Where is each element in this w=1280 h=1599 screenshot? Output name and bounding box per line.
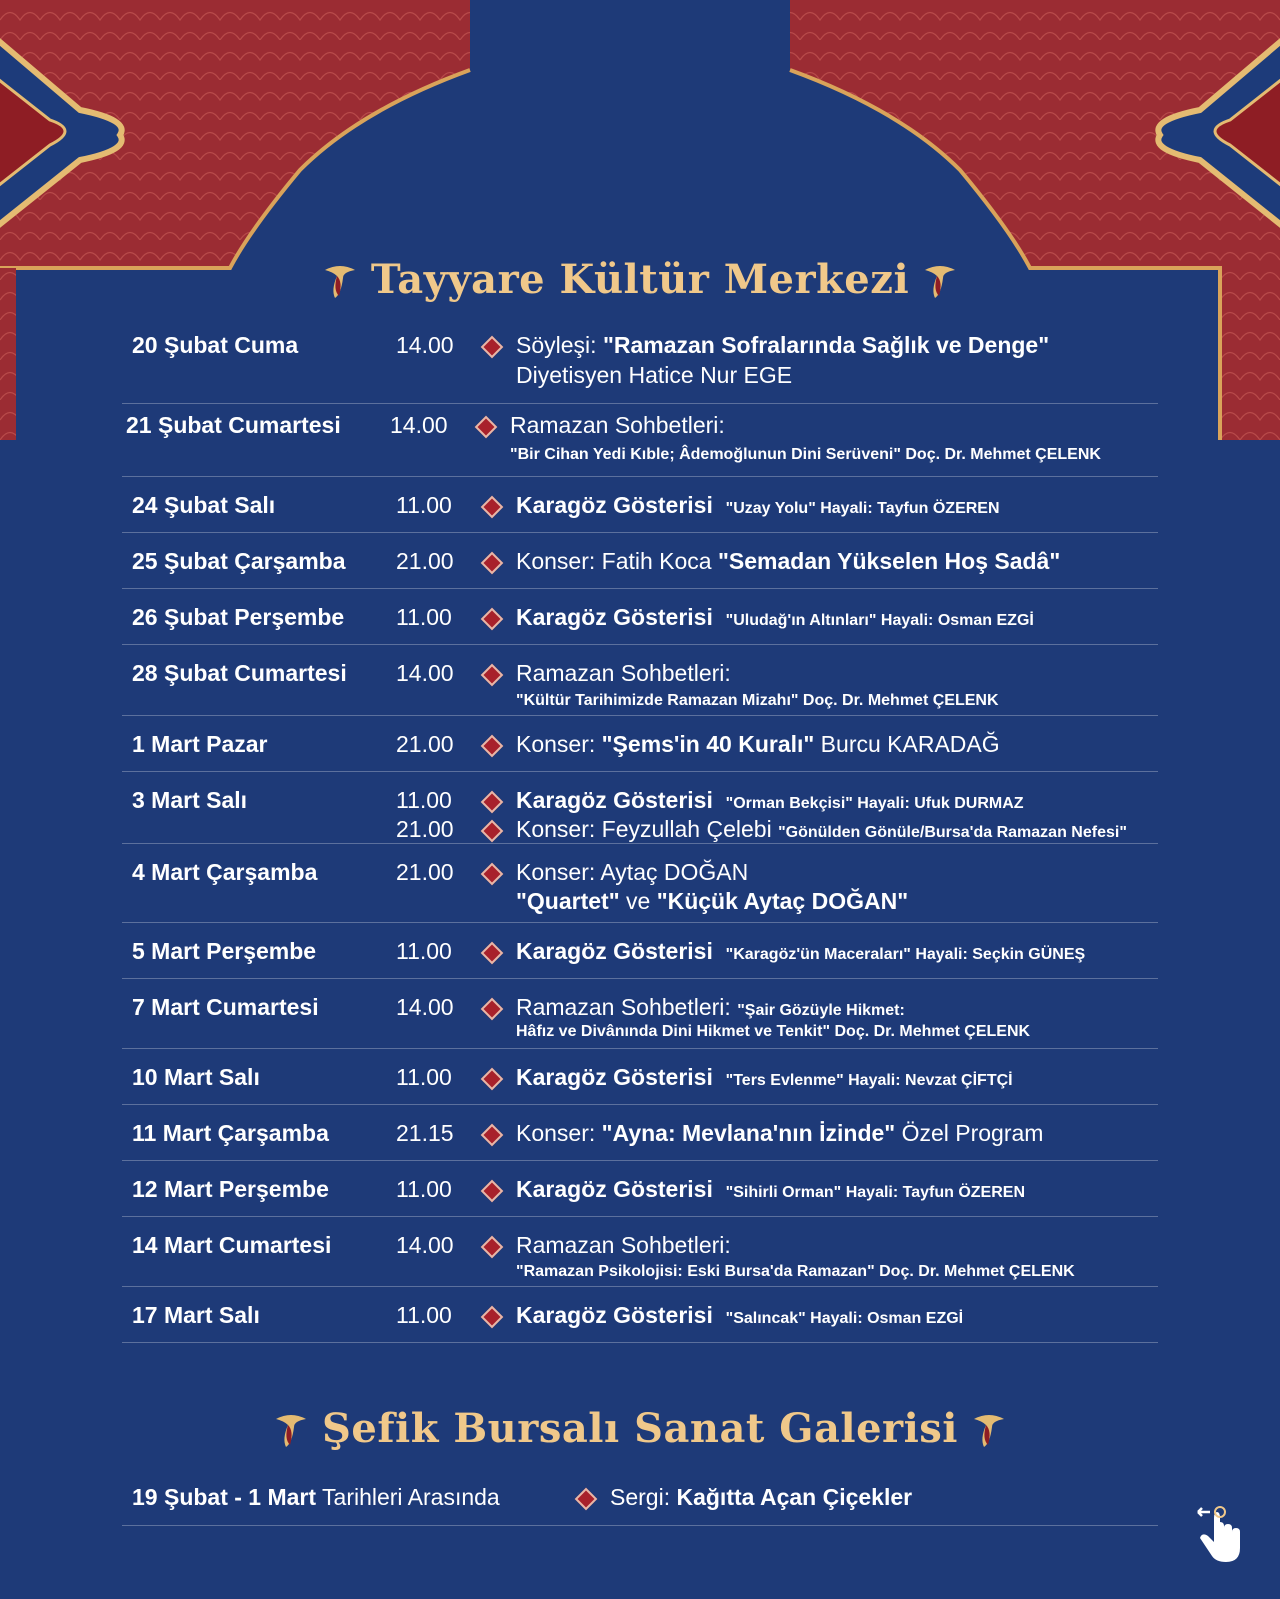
diamond-bullet-icon (481, 608, 504, 631)
section-title-text: Şefik Bursalı Sanat Galerisi (321, 1405, 958, 1452)
event-time: 14.00 (396, 1232, 454, 1258)
diamond-bullet-icon (481, 998, 504, 1021)
event-time: 11.00 (396, 1176, 452, 1202)
diamond-bullet-icon (481, 1068, 504, 1091)
event-row (122, 772, 1158, 844)
event-desc: Ramazan Sohbetleri: (516, 660, 731, 686)
event-desc: Ramazan Sohbetleri: (510, 412, 725, 438)
event-row (122, 1287, 1158, 1343)
diamond-bullet-icon (481, 820, 504, 843)
event-desc-line2: Konser: Feyzullah Çelebi "Gönülden Gönüle/Bursa'da Ramazan Nefesi" (516, 816, 1127, 842)
event-row (122, 1105, 1158, 1161)
event-date: 12 Mart Perşembe (132, 1176, 329, 1202)
event-desc-line2: "Kültür Tarihimizde Ramazan Mizahı" Doç. Dr. Mehmet ÇELENK (516, 692, 999, 709)
event-desc: Karagöz Gösterisi "Salıncak" Hayali: Osman EZGİ (516, 1302, 964, 1328)
event-desc: Karagöz Gösterisi "Ters Evlenme" Hayali: Nevzat ÇİFTÇİ (516, 1064, 1013, 1090)
event-date: 14 Mart Cumartesi (132, 1232, 332, 1258)
event-desc: Ramazan Sohbetleri: (516, 1232, 731, 1258)
leaf-ornament-icon (323, 260, 357, 300)
event-time: 14.00 (396, 660, 454, 686)
event-date: 28 Şubat Cumartesi (132, 660, 347, 686)
event-row (122, 1161, 1158, 1217)
event-desc: Söyleşi: "Ramazan Sofralarında Sağlık ve Denge" (516, 332, 1050, 358)
diamond-bullet-icon (481, 942, 504, 965)
event-desc: Ramazan Sohbetleri: "Şair Gözüyle Hikmet: (516, 994, 905, 1020)
section-title-text: Tayyare Kültür Merkezi (370, 256, 910, 303)
event-time: 11.00 (396, 604, 452, 630)
diamond-bullet-icon (575, 1488, 598, 1511)
event-time: 11.00 (396, 787, 452, 813)
leaf-ornament-icon (972, 1409, 1006, 1449)
event-desc: Konser: Fatih Koca "Semadan Yükselen Hoş Sadâ" (516, 548, 1061, 574)
event-time: 11.00 (396, 1064, 452, 1090)
event-time: 14.00 (396, 332, 454, 358)
event-desc: Karagöz Gösterisi "Uludağ'ın Altınları" Hayali: Osman EZGİ (516, 604, 1034, 630)
event-row (122, 326, 1158, 404)
event-desc-line2: "Quartet" ve "Küçük Aytaç DOĞAN" (516, 888, 909, 914)
event-row (122, 844, 1158, 923)
diamond-bullet-icon (481, 496, 504, 519)
event-time: 14.00 (390, 412, 448, 438)
event-date: 26 Şubat Perşembe (132, 604, 345, 630)
event-desc: Konser: "Şems'in 40 Kuralı" Burcu KARADAĞ (516, 731, 1000, 757)
event-desc-line2: Diyetisyen Hatice Nur EGE (516, 362, 793, 388)
diamond-bullet-icon (481, 552, 504, 575)
event-date: 24 Şubat Salı (132, 492, 276, 518)
event-row (122, 1049, 1158, 1105)
event-row (122, 1217, 1158, 1287)
event-desc-line2: Hâfız ve Divânında Dini Hikmet ve Tenkit" Doç. Dr. Mehmet ÇELENK (516, 1023, 1031, 1040)
diamond-bullet-icon (481, 664, 504, 687)
section-title-sefik (0, 1405, 1280, 1452)
event-time: 21.00 (396, 731, 454, 757)
event-row (122, 533, 1158, 589)
diamond-bullet-icon (481, 735, 504, 758)
event-time: 11.00 (396, 938, 452, 964)
event-date: 10 Mart Salı (132, 1064, 260, 1090)
diamond-bullet-icon (481, 863, 504, 886)
event-date: 1 Mart Pazar (132, 731, 268, 757)
event-row (122, 645, 1158, 716)
event-date: 25 Şubat Çarşamba (132, 548, 346, 574)
diamond-bullet-icon (481, 1236, 504, 1259)
event-row (122, 716, 1158, 772)
event-time: 21.15 (396, 1120, 454, 1146)
section-title-tayyare (0, 256, 1280, 303)
event-row (122, 589, 1158, 645)
leaf-ornament-icon (923, 260, 957, 300)
event-desc-line2: "Ramazan Psikolojisi: Eski Bursa'da Ramazan" Doç. Dr. Mehmet ÇELENK (516, 1263, 1075, 1280)
event-desc-line2: "Bir Cihan Yedi Kıble; Âdemoğlunun Dini Serüveni" Doç. Dr. Mehmet ÇELENK (510, 446, 1101, 463)
gallery-date: 19 Şubat - 1 Mart Tarihleri Arasında (132, 1484, 500, 1510)
diamond-bullet-icon (475, 416, 498, 439)
diamond-bullet-icon (481, 791, 504, 814)
event-desc: Konser: "Ayna: Mevlana'nın İzinde" Özel Program (516, 1120, 1044, 1146)
event-date: 5 Mart Perşembe (132, 938, 317, 964)
event-desc: Karagöz Gösterisi "Uzay Yolu" Hayali: Tayfun ÖZEREN (516, 492, 1000, 518)
gallery-desc: Sergi: Kağıtta Açan Çiçekler (610, 1484, 913, 1510)
event-row (122, 404, 1158, 477)
event-list (122, 326, 1158, 1343)
event-time: 14.00 (396, 994, 454, 1020)
event-desc: Konser: Aytaç DOĞAN (516, 859, 749, 885)
event-date: 11 Mart Çarşamba (132, 1120, 329, 1146)
event-desc: Karagöz Gösterisi "Sihirli Orman" Hayali: Tayfun ÖZEREN (516, 1176, 1025, 1202)
event-row (122, 477, 1158, 533)
event-date: 17 Mart Salı (132, 1302, 260, 1328)
event-row (122, 979, 1158, 1049)
event-date: 21 Şubat Cumartesi (126, 412, 341, 438)
leaf-ornament-icon (274, 1409, 308, 1449)
event-date: 4 Mart Çarşamba (132, 859, 318, 885)
diamond-bullet-icon (481, 336, 504, 359)
event-time: 11.00 (396, 1302, 452, 1328)
event-date: 20 Şubat Cuma (132, 332, 299, 358)
event-date: 3 Mart Salı (132, 787, 248, 813)
diamond-bullet-icon (481, 1180, 504, 1203)
event-time: 21.00 (396, 548, 454, 574)
event-date: 7 Mart Cumartesi (132, 994, 319, 1020)
diamond-bullet-icon (481, 1306, 504, 1329)
event-time: 21.00 (396, 859, 454, 885)
gallery-row (122, 1478, 1158, 1526)
swipe-hand-icon (1196, 1504, 1244, 1564)
event-time: 11.00 (396, 492, 452, 518)
event-desc: Karagöz Gösterisi "Karagöz'ün Maceraları" Hayali: Seçkin GÜNEŞ (516, 938, 1086, 964)
event-row (122, 923, 1158, 979)
diamond-bullet-icon (481, 1124, 504, 1147)
event-desc: Karagöz Gösterisi "Orman Bekçisi" Hayali: Ufuk DURMAZ (516, 787, 1024, 813)
event-time-2: 21.00 (396, 816, 454, 842)
